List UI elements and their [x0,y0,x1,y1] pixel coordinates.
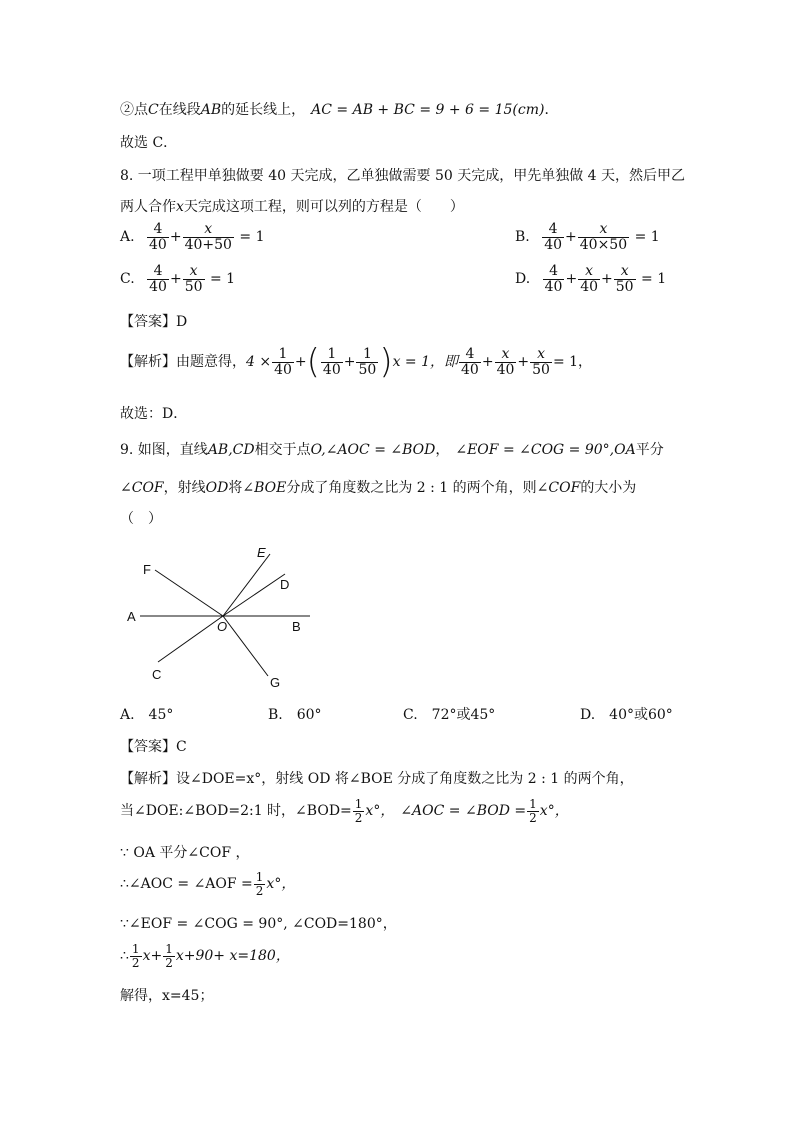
fraction: $\frac{4}{40}$ [149,221,167,253]
explanation-9: ∴∠AOC = ∠AOF = $\frac{1}{2}$ x°， [120,870,296,898]
fraction: $\frac{4}{40}$ [544,263,563,295]
fraction: $\frac{1}{50}$ [358,345,377,378]
answer-9: 【答案】C [120,739,187,755]
fraction: $\frac{x}{40\times 50}$ [579,221,628,253]
option-a: A. 45° [120,707,174,723]
geometry-figure [120,540,320,690]
explanation-9: ∵∠EOF = ∠COG = 90°, ∠COD=180°， [120,916,397,932]
line-cd [158,616,223,662]
question-9-blank: （ ） [120,511,162,527]
option-b: B. $\frac{4}{40}$ + $\frac{x}{40\times 50}$ = 1 [515,221,660,253]
option-d: D. $\frac{4}{40}$ + $\frac{x}{40}$ + $\frac{x}{50}$ = 1 [515,263,667,295]
explanation-9: 【解析】设∠DOE=x°，射线 OD 将∠BOE 分成了角度数之比为 2 : 1 的两个角， [120,771,634,787]
ray-oe [223,554,270,616]
option-c: C. 72°或45° [403,707,496,723]
option-b: B. 60° [268,707,322,723]
question-9-stem: ∠COF，射线OD将∠BOE分成了角度数之比为 2 : 1 的两个角，则∠COF的大小为 [120,480,637,496]
explanation-8: 【解析】由题意得，4 × $\frac{1}{40}$ +( $\frac{1}{40}$ + $\frac{1}{50}$ )x = 1，即 $\frac{4}{40}$ + $\frac{x}{40}$ + $\frac{x}{50}$ = 1， [120,342,593,382]
label-c: C [152,667,162,682]
fraction: $\frac{x}{50}$ [615,263,634,295]
label-a: A [127,609,136,624]
fraction: $\frac{4}{40}$ [544,221,563,253]
fraction: $\frac{1}{40}$ [274,345,292,378]
label-e: E [257,545,266,560]
option-c: C. $\frac{4}{40}$ + $\frac{x}{50}$ = 1 [120,263,236,295]
fraction: $\frac{4}{40}$ [461,345,479,378]
text-line: 故选：D． [120,406,188,422]
fraction: $\frac{x}{50}$ [532,345,550,378]
ray-od [223,574,285,616]
label-g: G [270,675,281,690]
question-8-stem: 两人合作x天完成这项工程，则可以列的方程是（ ） [120,199,464,215]
answer-8: 【答案】D [120,314,188,330]
fraction: $\frac{4}{40}$ [149,263,167,295]
fraction: $\frac{x}{50}$ [184,263,203,295]
fraction: $\frac{1}{40}$ [322,345,341,378]
explanation-9: 当∠DOE:∠BOD=2:1 时，∠BOD= $\frac{1}{2}$ x°， ∠AOC = ∠BOD = $\frac{1}{2}$ x°， [120,797,569,825]
label-d: D [280,577,290,592]
text-line: ②点C在线段AB的延长线上， AC = AB + BC = 9 + 6 = 15(cm)． [120,102,559,118]
label-f: F [143,562,151,577]
label-b: B [292,619,301,634]
question-9-stem: 9. 如图，直线AB,CD相交于点O,∠AOC = ∠BOD， ∠EOF = ∠COG = 90°,OA平分 [120,442,664,458]
ray-og [223,616,268,676]
explanation-9: ∵ OA 平分∠COF ， [120,845,250,861]
fraction: $\frac{x}{40+50}$ [184,221,232,253]
fraction: $\frac{x}{40}$ [496,345,515,378]
explanation-9: ∴ $\frac{1}{2}$ x+ $\frac{1}{2}$ x+90+ x=180， [120,942,290,970]
ray-of [155,570,223,616]
fraction: $\frac{x}{40}$ [580,263,599,295]
option-d: D. 40°或60° [580,707,673,723]
question-8-stem: 8. 一项工程甲单独做要 40 天完成，乙单独做需要 50 天完成，甲先单独做 4 天，然后甲乙 [120,168,686,184]
explanation-9: 解得，x=45； [120,988,214,1004]
label-o: O [217,619,228,634]
option-a: A. $\frac{4}{40}$ + $\frac{x}{40+50}$ = 1 [120,221,265,253]
text-line: 故选 C． [120,135,178,151]
